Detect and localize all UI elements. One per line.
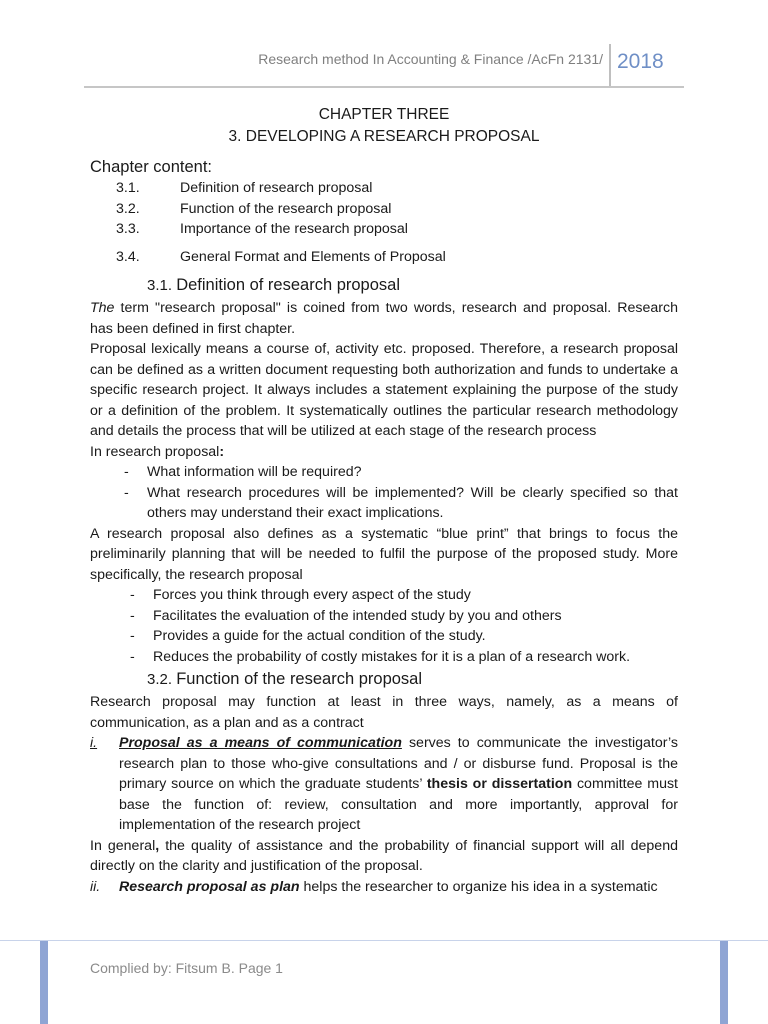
list-item: - Forces you think through every aspect of the study [130,587,471,603]
header-course-title: Research method In Accounting & Finance /AcFn 2131/ [258,51,603,67]
section-title: Definition of research proposal [176,276,400,294]
bullet-list [90,462,678,524]
paragraph [90,298,678,339]
footer-left-bar [40,941,48,1024]
footer-text: Complied by: Fitsum B. Page 1 [90,960,283,976]
paragraph-text: In general [90,837,156,854]
paragraph: Proposal lexically means a course of, activity etc. proposed. Therefore, a research proposal can be defined as a written document requesting both authorization and funds to undertake a specific research project. It always includes a statement explaining the purpose of the study or a definition of the problem. It systematically outlines the particular research methodology and details the process that will be utilized at each stage of the research process [90,341,678,439]
header-year: 2018 [617,50,664,73]
section-heading-3-2 [90,667,678,692]
list-item: - What research procedures will be implemented? Will be clearly specified so that others may understand their exact implications. [124,484,678,521]
contents-list [90,178,678,267]
list-item-text: What research procedures will be implemented? Will be clearly specified so that others may understand their exact implications. [147,484,678,521]
list-item-text: Forces you think through every aspect of the study [153,587,471,603]
contents-item [90,178,678,199]
numbered-item [90,877,678,898]
item-lead: Research proposal as plan [119,878,300,895]
list-item: - Provides a guide for the actual condition of the study. [130,628,486,644]
list-item-text: Reduces the probability of costly mistakes for it is a plan of a research work. [153,648,631,665]
chapter-title: CHAPTER THREE [318,106,450,123]
list-item-text: Facilitates the evaluation of the intended study by you and others [153,607,562,624]
footer-right-bar [720,941,728,1024]
section-number: 3.1. [147,277,173,294]
contents-item-number: 3.2. [116,200,140,217]
section-heading-3-1 [90,273,678,298]
item-text: committee must base the function of: review, consultation and more importantly, approval for implementation of the research project [119,776,678,833]
paragraph-lead: The [90,300,115,316]
paragraph [90,836,678,877]
contents-item [90,219,678,240]
paragraph [90,442,678,463]
list-item: - Reduces the probability of costly mistakes for it is a plan of a research work. [130,648,631,665]
contents-item-number: 3.4. [116,248,140,265]
paragraph-colon: : [219,443,225,460]
list-item: - What information will be required? [124,464,362,480]
contents-heading: Chapter content: [90,158,212,176]
list-item-text: Provides a guide for the actual condition of the study. [153,628,486,644]
numbered-item [90,733,678,836]
item-text: helps the researcher to organize his idea in a systematic [299,878,658,895]
paragraph-text: the quality of assistance and the probability of financial support will all depend directly on the clarity and justification of the proposal. [90,837,678,874]
item-bold-text: thesis or dissertation [426,776,573,792]
contents-item-label: Function of the research proposal [180,200,392,217]
paragraph: A research proposal also defines as a systematic “blue print” that brings to focus the preliminarily planning that will be needed to fulfil the purpose of the proposed study. More specifically, the research proposal [90,525,678,583]
contents-item [90,247,678,268]
header-rule [84,86,684,88]
bullet-list [90,585,678,667]
item-marker: i. [90,735,98,751]
paragraph-text: term "research proposal" is coined from two words, research and proposal. Research has been defined in first chapter. [90,300,678,337]
contents-item-label: Definition of research proposal [180,180,373,196]
contents-item-label: General Format and Elements of Proposal [180,248,446,265]
header-separator [609,44,611,88]
page-body [90,104,678,897]
paragraph-comma: , [155,837,160,854]
paragraph: Research proposal may function at least in three ways, namely, as a means of communication, as a plan and as a contract [90,694,678,731]
section-number: 3.2. [147,671,173,688]
contents-item-label: Importance of the research proposal [180,221,408,237]
contents-item-number: 3.1. [116,180,140,196]
item-lead: Proposal as a means of communication [119,735,402,751]
section-title: Function of the research proposal [176,670,423,688]
contents-item [90,199,678,220]
chapter-subtitle: 3. DEVELOPING A RESEARCH PROPOSAL [228,128,540,145]
item-marker: ii. [90,878,101,895]
list-item: - Facilitates the evaluation of the intended study by you and others [130,607,562,624]
footer-rule [0,940,768,941]
paragraph-text: In research proposal [90,443,220,460]
list-item-text: What information will be required? [147,464,362,480]
item-text: serves to communicate the investigator’s research plan to those who-give consultations and / or disburse fund. Proposal is the primary source on which the graduate students’ [119,735,678,792]
contents-item-number: 3.3. [116,221,140,237]
